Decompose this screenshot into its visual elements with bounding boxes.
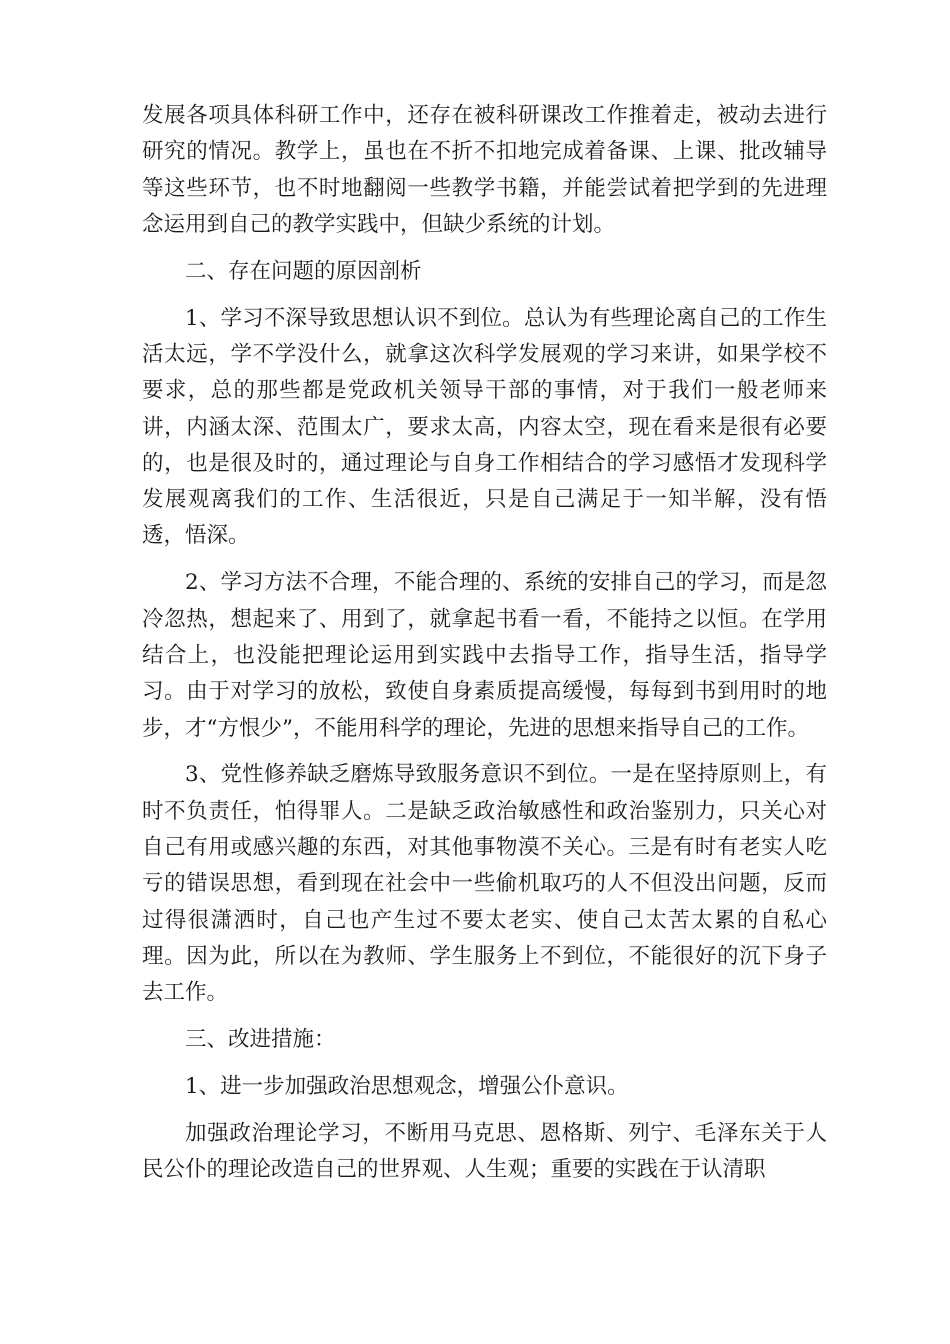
section-heading-measures: 三、改进措施： [185,1027,336,1053]
section-heading-causes: 二、存在问题的原因剖析 [185,258,422,284]
paragraph-continuation: 发展各项具体科研工作中，还存在被科研课改工作推着走，被动去进行研究的情况。教学上，虽也在不折不扣地完成着备课、上课、批改辅导等这些环节，也不时地翻阅一些教学书籍，并能尝试着把学到的先进理念运用到自己的教学实践中，但缺少系统的计划。 [142,103,827,237]
paragraph-cause-3: 3、党性修养缺乏磨炼导致服务意识不到位。一是在坚持原则上，有时不负责任，怕得罪人。二是缺乏政治敏感性和政治鉴别力，只关心对自己有用或感兴趣的东西，对其他事物漠不关心。三是有时有老实人吃亏的错误思想，看到现在社会中一些偷机取巧的人不但没出问题，反而过得很潇洒时，自己也产生过不要太老实、使自己太苦太累的自私心理。因为此，所以在为教师、学生服务上不到位，不能很好的沉下身子去工作。 [142,762,827,1006]
document-body [142,98,827,1199]
paragraph-cause-2: 2、学习方法不合理，不能合理的、系统的安排自己的学习，而是忽冷忽热，想起来了、用到了，就拿起书看一看，不能持之以恒。在学用结合上，也没能把理论运用到实践中去指导工作，指导生活，指导学习。由于对学习的放松，致使自身素质提高缓慢，每每到书到用时的地步，才“方恨少”，不能用科学的理论，先进的思想来指导自己的工作。 [142,570,827,741]
paragraph-measure-1-detail: 加强政治理论学习，不断用马克思、恩格斯、列宁、毛泽东关于人民公仆的理论改造自己的世界观、人生观；重要的实践在于认清职 [142,1120,827,1183]
paragraph-cause-1: 1、学习不深导致思想认识不到位。总认为有些理论离自己的工作生活太远，学不学没什么，就拿这次科学发展观的学习来讲，如果学校不要求，总的那些都是党政机关领导干部的事情，对于我们一般老师来讲，内涵太深、范围太广，要求太高，内容太空，现在看来是很有必要的，也是很及时的，通过理论与自身工作相结合的学习感悟才发现科学发展观离我们的工作、生活很近，只是自己满足于一知半解，没有悟透，悟深。 [142,305,827,549]
paragraph-measure-1: 1、进一步加强政治思想观念，增强公仆意识。 [185,1073,629,1099]
